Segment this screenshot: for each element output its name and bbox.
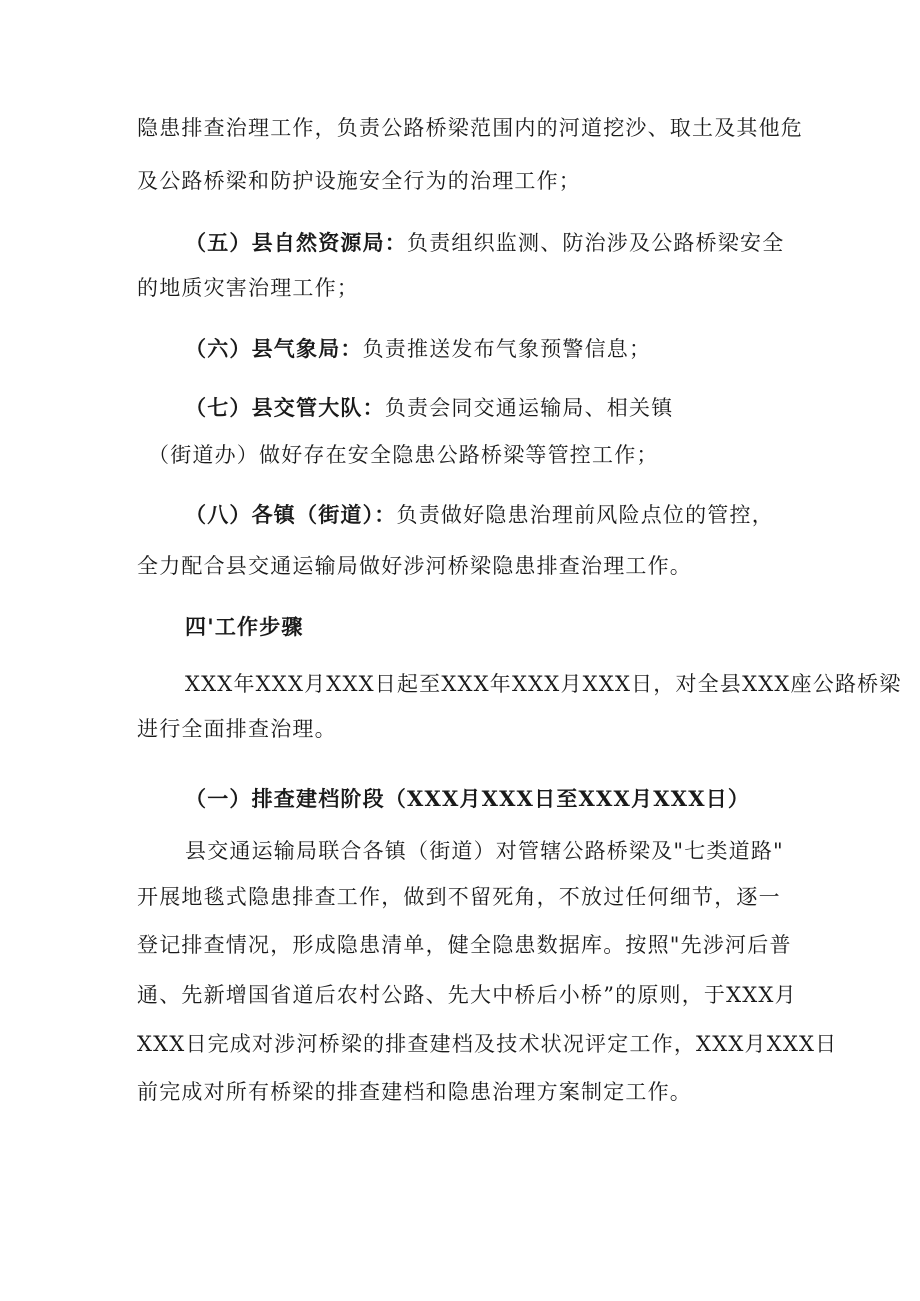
paragraph-line: 登记排查情况，形成隐患清单，健全隐患数据库。按照"先涉河后普: [137, 933, 792, 957]
item-text: 负责组织监测、防治涉及公路桥梁安全: [407, 231, 785, 255]
item-text: 负责做好隐患治理前风险点位的管控，: [396, 503, 774, 527]
paragraph-line: 隐患排查治理工作，负责公路桥梁范围内的河道挖沙、取土及其他危: [137, 116, 803, 140]
paragraph-line: 全力配合县交通运输局做好涉河桥梁隐患排查治理工作。: [137, 554, 692, 578]
paragraph-line: （街道办）做好存在安全隐患公路桥梁等管控工作；: [148, 443, 659, 467]
section-heading: 四'工作步骤: [185, 614, 304, 639]
item-text: 负责会同交通运输局、相关镇: [384, 396, 674, 420]
item-heading: （八）各镇（街道）：: [185, 502, 397, 527]
paragraph-line: 开展地毯式隐患排查工作，做到不留死角，不放过任何细节，逐一: [137, 885, 781, 909]
item-heading: （五）县自然资源局：: [185, 230, 407, 255]
responsibility-item-traffic-police: [185, 393, 835, 423]
responsibility-item-towns: [185, 500, 835, 530]
paragraph-line: 进行全面排查治理。: [137, 717, 337, 741]
paragraph-line: 县交通运输局联合各镇（街道）对管辖公路桥梁及"七类道路": [185, 839, 784, 863]
paragraph-line: 通、先新增国省道后农村公路、先大中桥后小桥”的原则，于XXX月: [137, 983, 797, 1007]
paragraph-line: XXX年XXX月XXX日起至XXX年XXX月XXX日，对全县XXX座公路桥梁: [185, 672, 902, 696]
responsibility-item-natural-resources: [185, 228, 835, 258]
paragraph-line: 前完成对所有桥梁的排查建档和隐患治理方案制定工作。: [137, 1080, 692, 1104]
item-heading: （六）县气象局：: [185, 336, 363, 361]
responsibility-item-meteorology: [185, 334, 835, 364]
paragraph-line: XXX日完成对涉河桥梁的排查建档及技术状况评定工作，XXX月XXX日: [137, 1032, 838, 1056]
paragraph-line: 及公路桥梁和防护设施安全行为的治理工作；: [137, 169, 581, 193]
item-heading: （七）县交管大队：: [185, 395, 385, 420]
subsection-heading: （一）排查建档阶段（XXX月XXX日至XXX月XXX日）: [185, 786, 751, 811]
item-text: 负责推送发布气象预警信息；: [362, 337, 652, 361]
paragraph-line: 的地质灾害治理工作；: [137, 276, 359, 300]
